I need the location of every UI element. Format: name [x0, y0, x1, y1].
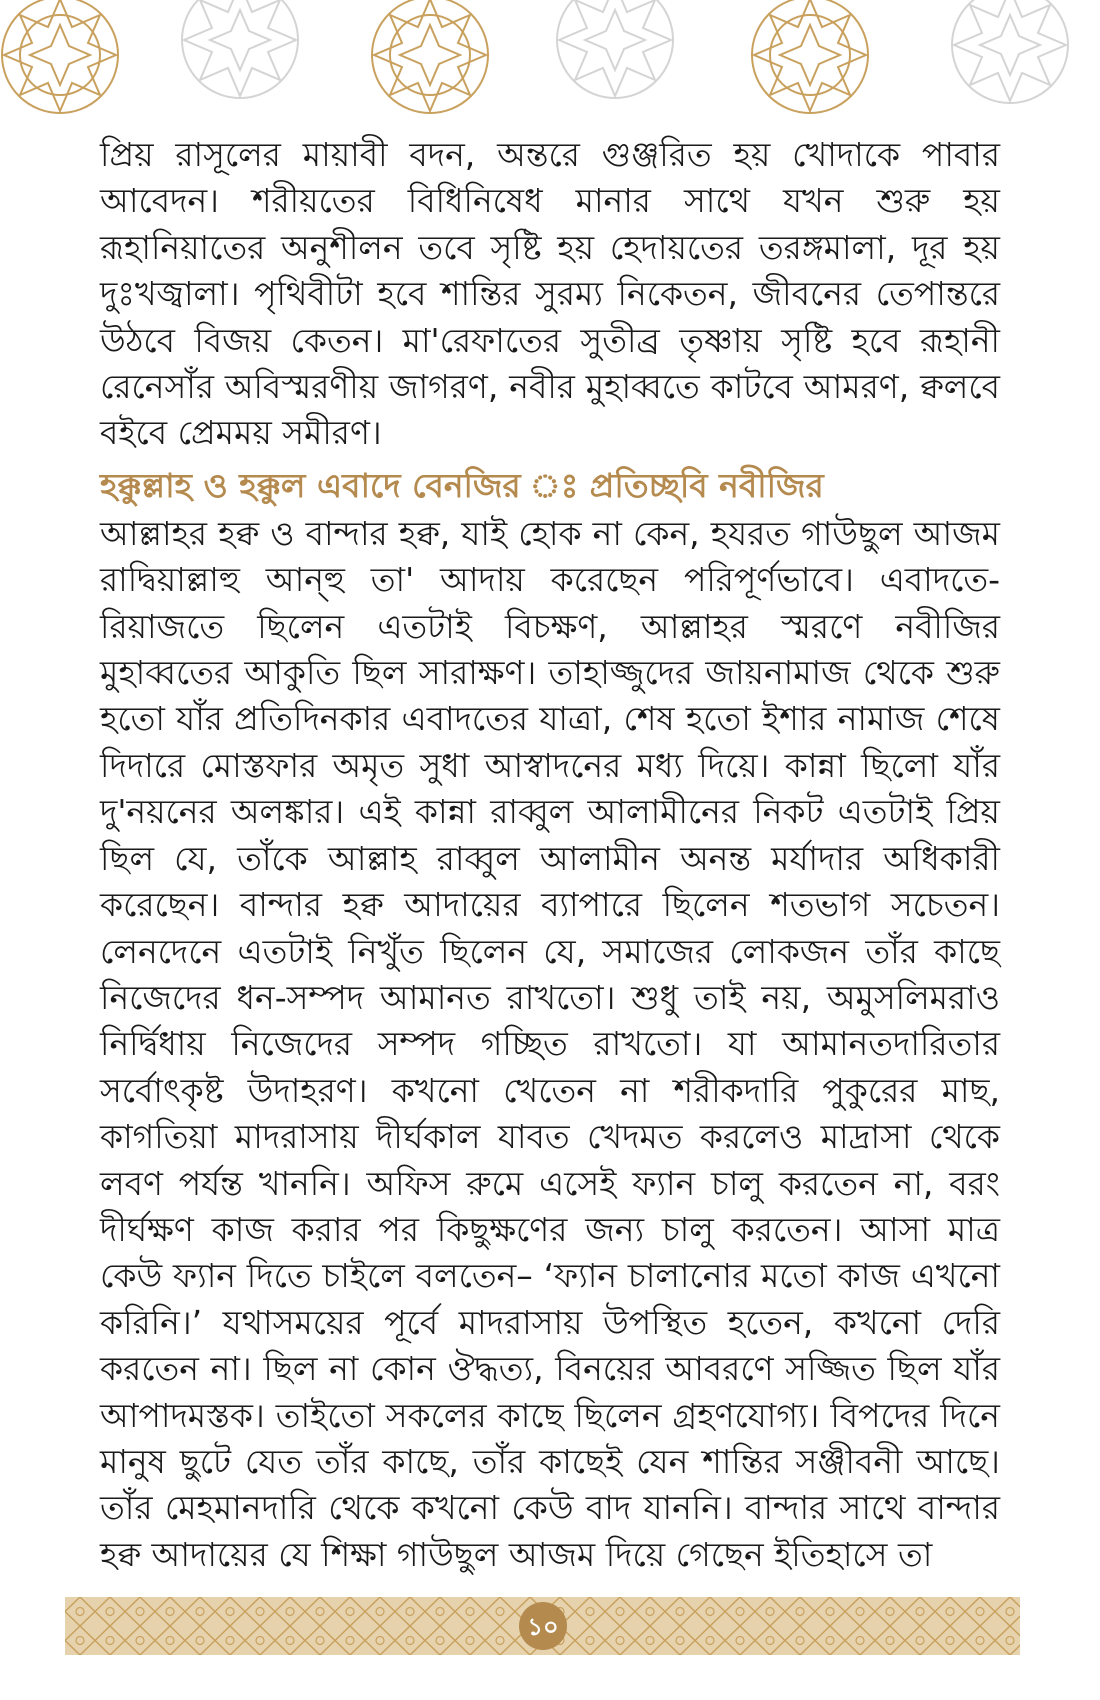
rosette-ornament: [372, 0, 488, 113]
rosette-ornament: [2, 0, 118, 113]
rosette-ornament: [952, 0, 1068, 103]
main-paragraph: আল্লাহর হক্ব ও বান্দার হক্ব, যাই হোক না কেন, হযরত গাউছুল আজম রাদ্বিয়াল্লাহু আন্হু তা' আদায় করেছেন পরিপূর্ণভাবে। এবাদতে-রিয়াজতে ছিলেন এতটাই বিচক্ষণ, আল্লাহর স্মরণে নবীজির মুহাব্বতের আকুতি ছিল সারাক্ষণ। তাহাজ্জুদের জায়নামাজ থেকে শুরু হতো যাঁর প্রতিদিনকার এবাদতের যাত্রা, শেষ হতো ইশার নামাজ শেষে দিদারে মোস্তফার অমৃত সুধা আস্বাদনের মধ্য দিয়ে। কান্না ছিলো যাঁর দু'নয়নের অলঙ্কার। এই কান্না রাব্বুল আলামীনের নিকট এতটাই প্রিয় ছিল যে, তাঁকে আল্লাহ রাব্বুল আলামীন অনন্ত মর্যাদার অধিকারী করেছেন। বান্দার হক্ব আদায়ের ব্যাপারে ছিলেন শতভাগ সচেতন। লেনদেনে এতটাই নিখুঁত ছিলেন যে, সমাজের লোকজন তাঁর কাছে নিজেদের ধন-সম্পদ আমানত রাখতো। শুধু তাই নয়, অমুসলিমরাও নির্দ্বিধায় নিজেদের সম্পদ গচ্ছিত রাখতো। যা আমানতদারিতার সর্বোৎকৃষ্ট উদাহরণ। কখনো খেতেন না শরীকদারি পুকুরের মাছ, কাগতিয়া মাদরাসায় দীর্ঘকাল যাবত খেদমত করলেও মাদ্রাসা থেকে লবণ পর্যন্ত খাননি। অফিস রুমে এসেই ফ্যান চালু করতেন না, বরং দীর্ঘক্ষণ কাজ করার পর কিছুক্ষণের জন্য চালু করতেন। আসা মাত্র কেউ ফ্যান দিতে চাইলে বলতেন– ‘ফ্যান চালানোর মতো কাজ এখনো করিনি।’ যথাসময়ের পূর্বে মাদরাসায় উপস্থিত হতেন, কখনো দেরি করতেন না। ছিল না কোন ঔদ্ধত্য, বিনয়ের আবরণে সজ্জিত ছিল যাঁর আপাদমস্তক। তাইতো সকলের কাছে ছিলেন গ্রহণযোগ্য। বিপদের দিনে মানুষ ছুটে যেত তাঁর কাছে, তাঁর কাছেই যেন শান্তির সঞ্জীবনী আছে। তাঁর মেহমানদারি থেকে কখনো কেউ বাদ যাননি। বান্দার সাথে বান্দার হক্ব আদায়ের যে শিক্ষা গাউছুল আজম দিয়ে গেছেন ইতিহাসে তা: [100, 513, 1000, 1574]
page-body: [100, 132, 1000, 1578]
rosette-ornament: [557, 0, 673, 98]
intro-paragraph: প্রিয় রাসূলের মায়াবী বদন, অন্তরে গুঞ্জরিত হয় খোদাকে পাবার আবেদন। শরীয়তের বিধিনিষেধ মানার সাথে যখন শুরু হয় রূহানিয়াতের অনুশীলন তবে সৃষ্টি হয় হেদায়তের তরঙ্গমালা, দূর হয় দুঃখজ্বালা। পৃথিবীটা হবে শান্তির সুরম্য নিকেতন, জীবনের তেপান্তরে উঠবে বিজয় কেতন। মা'রেফাতের সুতীব্র তৃষ্ণায় সৃষ্টি হবে রূহানী রেনেসাঁর অবিস্মরণীয় জাগরণ, নবীর মুহাব্বতে কাটবে আমরণ, ক্বলবে বইবে প্রেমময় সমীরণ।: [100, 135, 1000, 453]
rosette-ornament: [752, 0, 868, 113]
section-heading: হক্কুল্লাহ ও হক্কুল এবাদে বেনজির ঃ প্রতিচ্ছবি নবীজির: [100, 465, 824, 505]
rosette-ornament: [182, 0, 298, 98]
page-number: ১০: [527, 1613, 559, 1641]
top-ornament-border: [0, 0, 1100, 135]
